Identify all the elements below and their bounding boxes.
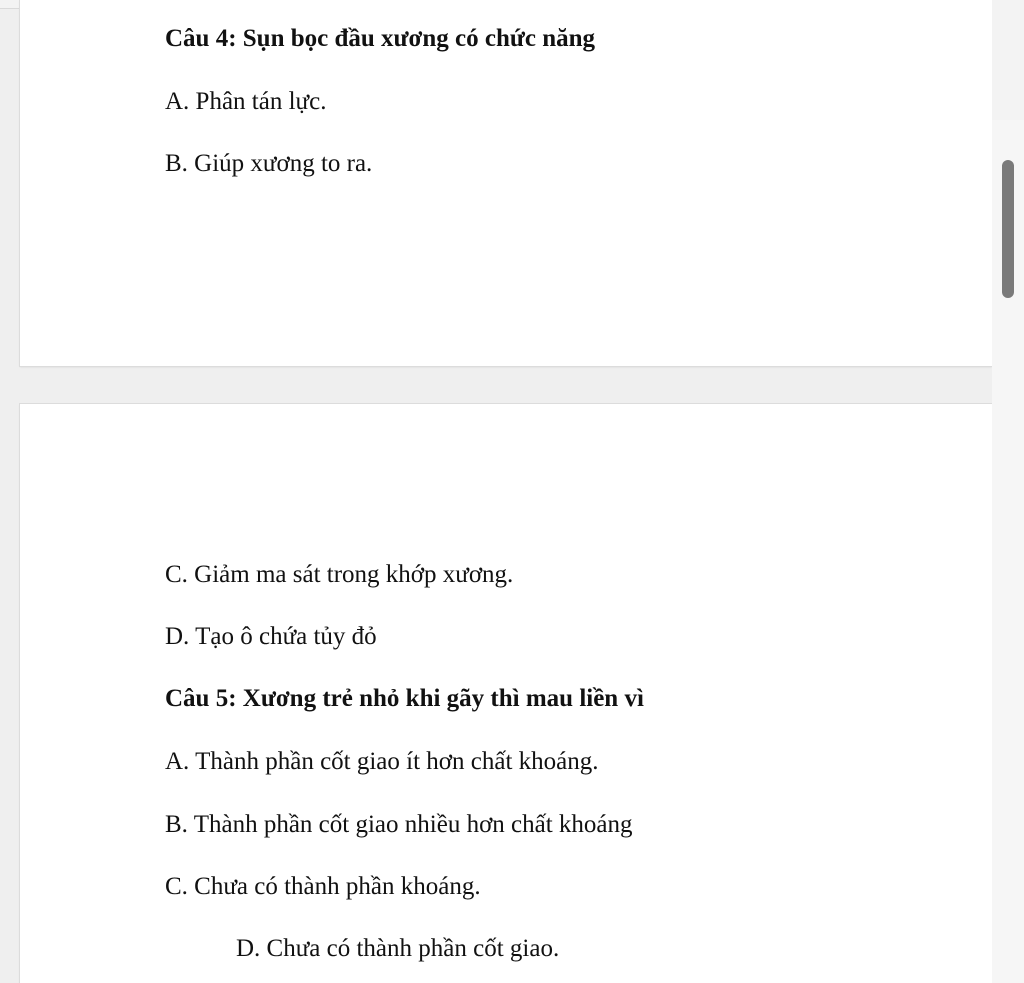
question-5-option-d: D. Chưa có thành phần cốt giao. — [236, 935, 560, 962]
document-page-2 — [20, 404, 992, 983]
question-5-option-c: C. Chưa có thành phần khoáng. — [165, 873, 481, 900]
scrollbar-thumb[interactable] — [1002, 160, 1014, 298]
question-4-option-b: B. Giúp xương to ra. — [165, 150, 373, 177]
question-5-option-b: B. Thành phần cốt giao nhiều hơn chất khoáng — [165, 811, 633, 838]
question-5-title: Câu 5: Xương trẻ nhỏ khi gãy thì mau liền vì — [165, 685, 644, 712]
document-page-1 — [20, 0, 992, 366]
vertical-scrollbar[interactable] — [992, 0, 1024, 983]
question-5-option-a: A. Thành phần cốt giao ít hơn chất khoáng. — [165, 748, 599, 775]
question-4-option-d: D. Tạo ô chứa tủy đỏ — [165, 623, 377, 650]
question-4-title: Câu 4: Sụn bọc đầu xương có chức năng — [165, 25, 596, 52]
question-4-option-c: C. Giảm ma sát trong khớp xương. — [165, 561, 514, 588]
question-4-option-a: A. Phân tán lực. — [165, 88, 327, 115]
